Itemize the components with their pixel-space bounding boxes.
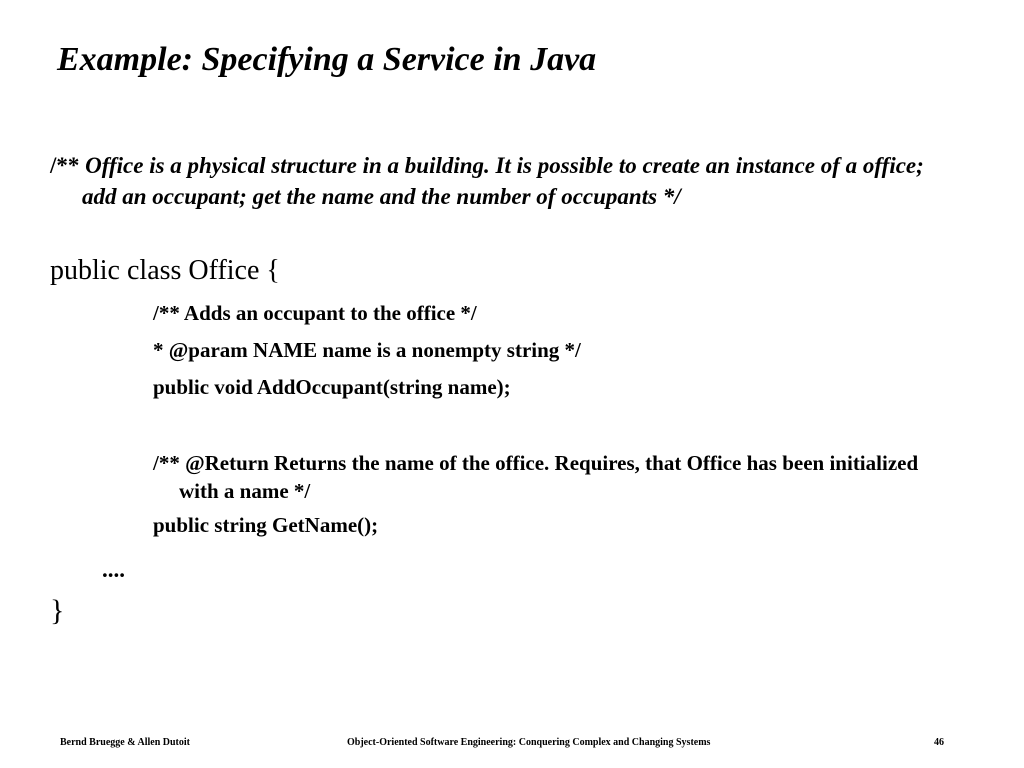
get-name-signature: public string GetName(); (153, 513, 379, 537)
class-closing-brace: } (50, 594, 65, 627)
code-ellipsis: .... (102, 557, 125, 582)
add-occupant-comment: /** Adds an occupant to the office */ (153, 301, 477, 325)
footer-page-number: 46 (934, 737, 944, 748)
add-occupant-param-comment: * @param NAME name is a nonempty string */ (153, 338, 581, 362)
doc-comment-text: Office is a physical structure in a building. It is possible to create an instance of a office; add an occupant; get the name and the number of occupants */ (82, 153, 924, 209)
class-declaration: public class Office { (50, 255, 280, 286)
footer-book-title: Object-Oriented Software Engineering: Conquering Complex and Changing Systems (347, 737, 711, 748)
footer-authors: Bernd Bruegge & Allen Dutoit (60, 737, 190, 748)
get-name-comment: /** @Return Returns the name of the office. Requires, that Office has been initialized with a name */ (153, 451, 919, 503)
slide-title: Example: Specifying a Service in Java (57, 41, 597, 78)
add-occupant-signature: public void AddOccupant(string name); (153, 375, 511, 399)
doc-comment-opener: /** (50, 153, 86, 178)
class-doc-comment (50, 150, 952, 212)
